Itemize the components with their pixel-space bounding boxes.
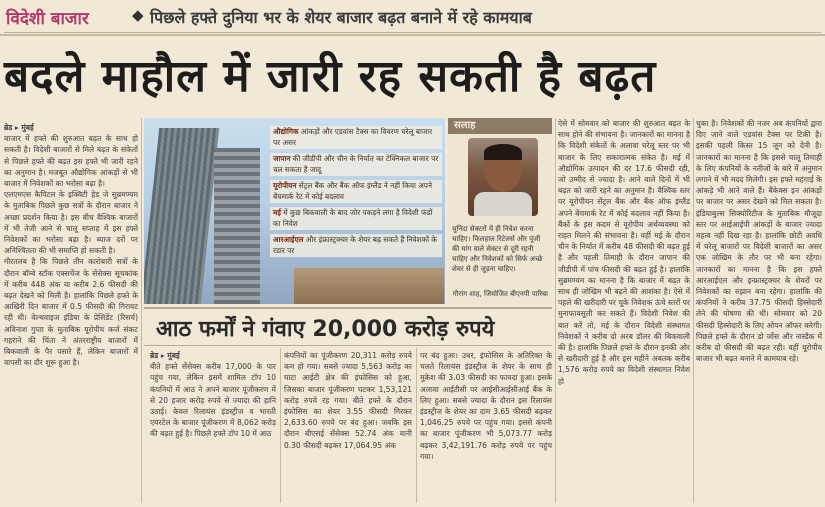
paragraph: चुका है। निवेशकों की नजर अब कंपनियों द्वारा दिए जाने वाले एडवांस टैक्स पर टिकी है। इसकी पहली किस्त 15 जून को देनी है। जानकारों का मानना है कि इससे चालू तिमाही के लिए कंपनियों के नतीजों के बारे में अनुमान लगाने में भी मदद मिलेगी। इस हफ्ते महंगाई के आंकड़े भी आने वाले हैं। बैंकेक्स इन आंकड़ों पर बाजार पर असर देखने को मिल सकता है। इंडियाबुल्स सिक्योरिटीज के मुताबिक मौजूदा स्तर पर आईआईपी आंकड़ों के बाजार ज्यादा महत्व नहीं दिख रहा है। हालांकि छोटी अवधि में घरेलू बाजारों पर विदेशी बाजारों का असर एक जोखिम के तौर पर भी बना रहेगा। जानकारों का मानना है कि इस हफ्ते आरआईएल और इन्फ्रास्ट्रक्चर के शेयरों पर निवेशकों का रुझान बना रहेगा। हालांकि की कंपनियों ने करीब 37.75 फीसदी हिस्सेदारी लेने की घोषणा की थी। सोमवार को 20 फीसदी हिस्सेदारी के लिए ओपन ऑफर करेगी। पिछले हफ्ते के दौरान डो जोंस और नास्डैक में करीब दो फीसदी की बढ़त रही। वहीं यूरोपीय बाजार भी बढ़त बनाने में कामयाब रहे। (696, 119, 822, 364)
highlight-item: औद्योगिक आंकड़ों और एडवांस टैक्स का विवरण घरेलू बाजार पर असर (270, 126, 442, 149)
column-divider (280, 348, 281, 503)
highlight-item: आरआईएल और इंफ्रास्ट्रक्चर के शेयर बढ़ सकते हैं निवेशकों के रडार पर (270, 234, 442, 257)
sub-article-column-2 (284, 350, 412, 505)
paragraph: बीते हफ्ते सेंसेक्स करीब 17,000 के पार पहुंच गया, लेकिन इसमें शामिल टॉप 10 कंपनियों में आठ ने अपने बाजार पूंजीकरण में से 20 हजार करोड़ रुपये से ज्यादा की हानि उठाई। केवल रिलायंस इंडस्ट्रीज व भारती एयरटेल के बाजार पूंजीकरण में 8,062 करोड़ की बढ़त हुई है। पिछले हफ्ते टॉप 10 में आठ (150, 362, 276, 439)
sub-article-column-1 (150, 350, 276, 505)
paragraph: ऐसे में सोमवार को बाजार की शुरुआत बढ़त के साथ होने की संभावना है। जानकारों का मानना है कि विदेशी संकेतों के अलावा घरेलू स्तर पर भी बाजार के लिए सकारात्मक संकेत है। मई में औद्योगिक उत्पादन की दर 17.6 फीसदी रही, जो उम्मीद से ज्यादा है। आने वाले दिनों में भी बढ़त को जारी रहने का अनुमान है। वैश्विक स्तर पर यूरोपीयन सेंट्रल बैंक और बैंक ऑफ इंग्लैंड अपने बेंचमार्क रेट में कोई बदलाव नहीं किया है। बैंकों के इस कदम से यूरोपीय अर्थव्यवस्था को राहत मिलने की संभावना है। वहीं मई के दौरान चीन के निर्यात में करीब 48 फीसदी की बढ़त हुई है और पहली तिमाही के दौरान जापान की जीडीपी में पांच फीसदी की बढ़त हुई है। हालांकि सुब्रमण्यम का मानना है कि बाजार में बढ़त के साथ ही जोखिम भी बढ़ने की आशंका है। ऐसे में पहले की खरीदारी पर चूके निवेशक ऊंचे स्तरों पर मुनाफावसूली कर सकते हैं। विदेशी निवेश की बात करें तो, मई के दौरान विदेशी संस्थागत निवेशकों ने करीब दो अरब डॉलर की बिकवाली की है। हालांकि पिछले हफ्ते के दौरान इनकी ओर से खरीदारी हुई है और इस महीने अबतक करीब 1,576 करोड़ रुपये का विदेशी संस्थागत निवेश हो (558, 119, 690, 386)
kicker-bullet: ◆ (132, 6, 144, 24)
highlight-item: यूरोपीयन सेंट्रल बैंक और बैंक ऑफ इंग्लैंड ने नहीं किया अपने बेंचमार्क रेट में कोई बदलाव (270, 180, 442, 203)
advice-signature: गौरांग शाह, जियोजित बीएनपी पारिबा (452, 290, 548, 298)
byline: ब्रेड ▸ मुंबई (150, 351, 180, 360)
section-label: विदेशी बाजार (6, 9, 89, 29)
main-headline (0, 44, 825, 106)
top-rule (4, 32, 821, 33)
sub-headline-text: आठ फर्मों ने गंवाए 20,000 करोड़ रुपये (156, 317, 495, 342)
paragraph: पर बंद हुआ। उधर, इंफोसिस के अतिरिक्त के चलते रिलायंस इंडस्ट्रीज के शेयर के साथ ही मुकेश की 3.03 फीसदी का फायदा हुआ। इसके अलावा आईटीसी पर आईसीआईसीआई बैंक के लिए हुआ। सबसे ज्यादा के दौरान इस रिलायंस इंडस्ट्रीज के शेयर का दाम 3.65 फीसदी बढ़कर 1,046.25 रुपये पर पहुंच गया। इससे कंपनी का बाजार पूंजीकरण भी 5,073.77 करोड़ बढ़कर 3,42,191.76 करोड़ रुपये पर पहुंच गया। (420, 351, 552, 461)
column-divider (416, 348, 417, 503)
advice-quote: चुनिंदा सेक्टरों में ही निवेश करना चाहिए। फिलहाल रिटेलर्स और पूंजी की मांग वाले सेक्टर से दूरी रहनी चाहिए और निवेशकों को सिर्फ अच्छे शेयर से ही जुड़ना चाहिए। (452, 225, 543, 273)
building-graphic (144, 128, 219, 304)
building-graphic (214, 148, 260, 304)
article-column-4 (558, 118, 690, 505)
article-column-5 (696, 118, 822, 505)
highlight-item: मई में कुछ बिकवाली के बाद जोर पकड़ने लगा है विदेशी फंडों का निवेश (270, 207, 442, 230)
advice-box (448, 118, 552, 304)
paragraph: गौरतलब है कि पिछले तीन कारोबारी सत्रों के दौरान बॉम्बे स्टॉक एक्सचेंज के सेंसेक्स सूचकांक में करीब 448 अंक या करीब 2.6 फीसदी की बढ़त देखने को मिली है। हालांकि पिछले हफ्ते के आखिरी दिन बाजार में 0.5 फीसदी की गिरावट रही थी। वेल्थवाइज इंडिया के प्रेसिडेंट (रिसर्च) अविनाश गुप्ता के मुताबिक यूरोपीय कर्ज संकट गहराने की चिंता ने अंतरराष्ट्रीय बाजारों में बिकवाली के पैर पसारे हैं, लेकिन बाजारों में वापसी का दौर शुरू हुआ है। (4, 257, 138, 368)
building-graphic (294, 268, 444, 304)
expert-portrait (468, 138, 538, 216)
kicker-text: पिछले हफ्ते दुनिया भर के शेयर बाजार बढ़त बनाने में रहे कामयाब (150, 8, 532, 27)
paragraph: कंपनियों का पूंजीकरण 20,311 करोड़ रुपये कम हो गया। सबसे ज्यादा 5,563 करोड़ का घाटा आईटी क्षेत्र की इंफोसिस को हुआ, जिसका बाजार पूंजीकरण घटकर 1,53,121 करोड़ रुपये रह गया। बीते हफ्ते के दौरान इंफोसिस का शेयर 3.55 फीसदी गिरकर 2,633.60 रुपये पर बंद हुआ। जबकि इस दौरान बीएसई सेंसेक्स 52.74 अंक यानी 0.30 फीसदी बढ़कर 17,064.95 अंक (284, 351, 412, 450)
headline-text: बदले माहौल में जारी रह सकती है बढ़त (4, 51, 657, 102)
section-kicker (0, 0, 825, 36)
article-column-1 (4, 122, 138, 506)
market-photo (144, 118, 445, 304)
advice-tag: सलाह (448, 118, 552, 134)
sub-headline (144, 307, 552, 346)
column-divider (693, 118, 694, 503)
column-divider (141, 118, 142, 503)
highlight-item: जापान की जीडीपी और चीन के निर्यात का टेक्निकल बाजार पर चल सकता है जादू (270, 153, 442, 176)
highlight-list (270, 126, 442, 261)
byline: ब्रेड ▸ मुंबई (4, 123, 34, 132)
paragraph: बाजार में हफ्ते की शुरुआत बढ़त के साथ हो सकती है। विदेशी बाजारों से मिले बढ़त के संकेतों से पिछले हफ्ते की बढ़त इस हफ्ते भी जारी रहने का अनुमान है। मजबूत औद्योगिक आंकड़ों से भी बाजार में निवेशकों का भरोसा बढ़ा है। (4, 134, 138, 189)
column-divider (555, 118, 556, 503)
paragraph: एलएमएस कैपिटल के इक्विटी हेड जे सुब्रमण्यम के मुताबिक पिछले कुछ सत्रों के दौरान बाजार ने अच्छा प्रदर्शन किया है। इस बीच वैश्विक बाजारों में भी तेजी आने से चालू सप्ताह में इस हफ्ते निवेशकों का भरोसा बढ़ा है। ब्याज दरों पर अनिश्चितता की भी समाप्ति हो सकती है। (4, 190, 138, 256)
sub-article-column-3 (420, 350, 552, 505)
